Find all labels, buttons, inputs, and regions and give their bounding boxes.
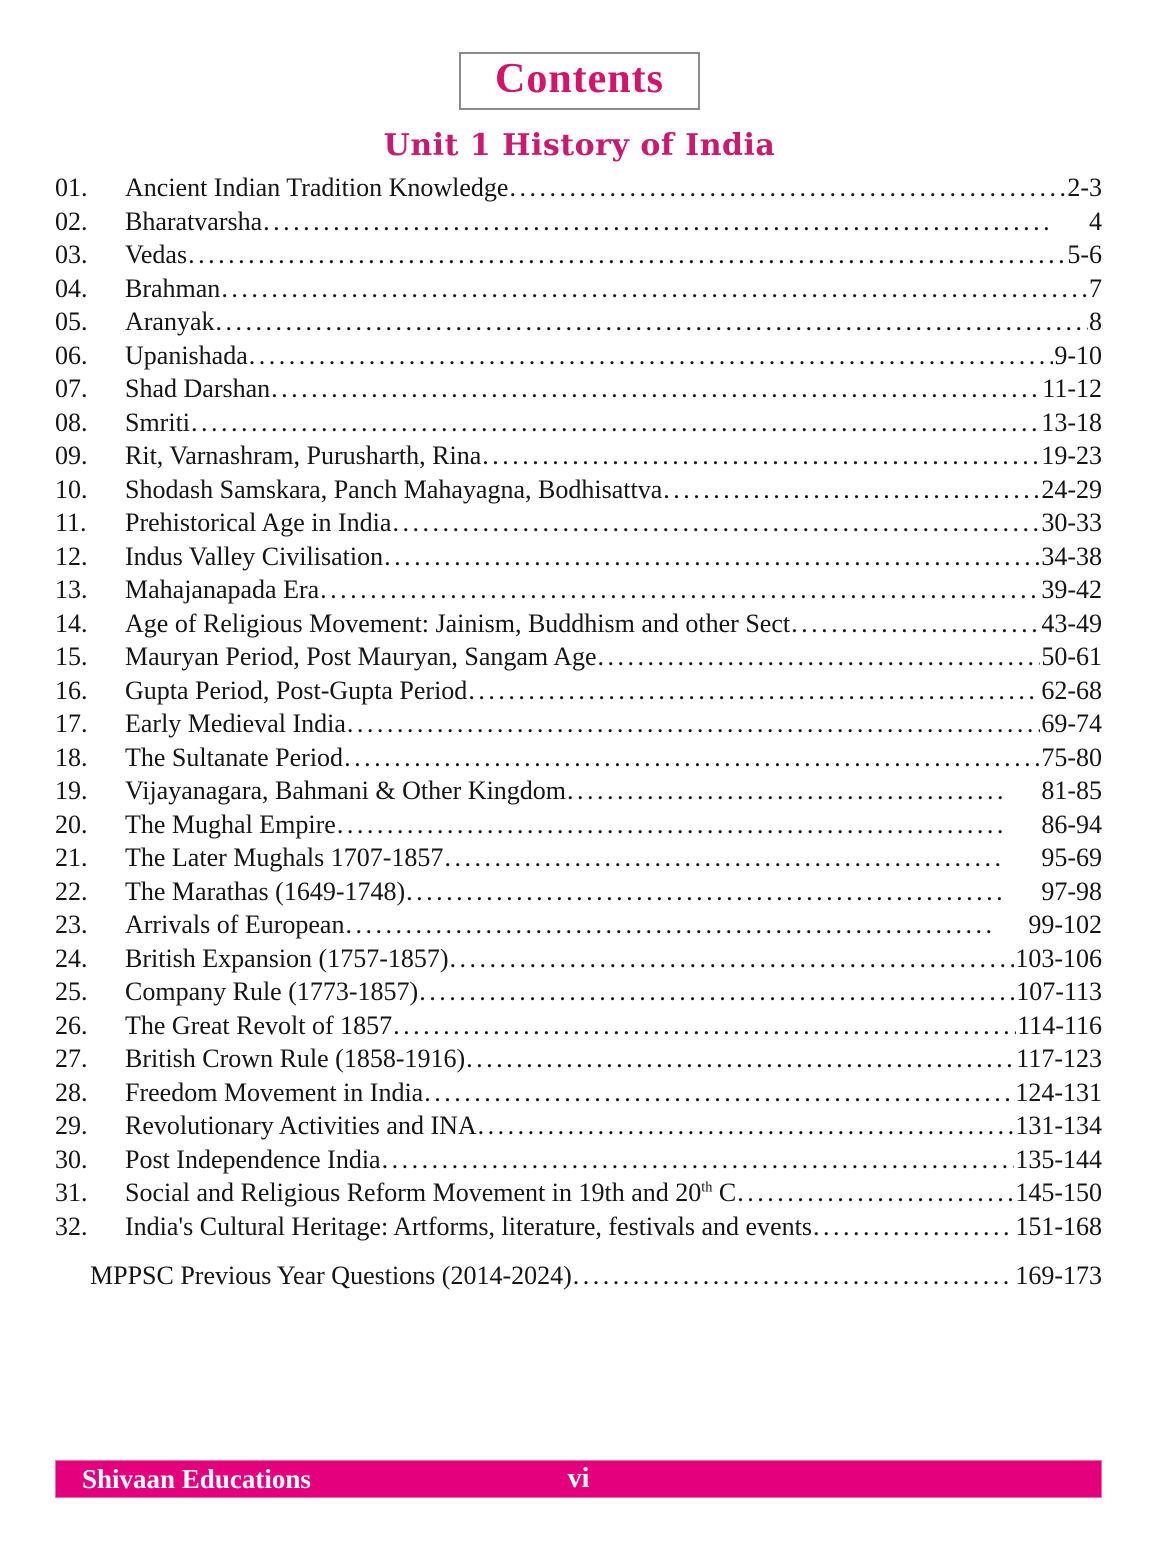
toc-entry-number: 02. <box>55 206 88 236</box>
toc-entry <box>55 1145 1102 1179</box>
toc-entry <box>55 240 1102 274</box>
toc-entry-number: 19. <box>55 776 88 805</box>
toc-entry <box>55 776 1102 810</box>
toc-entry-pages: 30-33 <box>1041 508 1102 537</box>
dot-leader <box>478 1111 1015 1141</box>
toc-entry <box>55 1178 1102 1212</box>
toc-entry-number: 08. <box>55 407 88 437</box>
dot-leader <box>344 743 1040 773</box>
toc-entry-title: Ancient Indian Tradition Knowledge <box>125 173 509 202</box>
toc-entry-pages: 19-23 <box>1041 441 1102 470</box>
toc-entry-pages: 81-85 <box>1041 776 1102 805</box>
toc-entry-pages: 8 <box>1089 307 1102 336</box>
toc-entry <box>55 743 1102 777</box>
toc-entry-title: British Crown Rule (1858-1916) <box>125 1044 466 1073</box>
toc-entry-pages: 43-49 <box>1041 608 1102 638</box>
toc-entry-title: Shodash Samskara, Panch Mahayagna, Bodhisattva <box>125 474 663 504</box>
dot-leader <box>249 341 1054 371</box>
toc-entry-number: 10. <box>55 474 88 504</box>
dot-leader <box>813 1212 1014 1242</box>
toc-entry-pages: 131-134 <box>1015 1111 1102 1140</box>
toc-entry <box>55 307 1102 341</box>
toc-entry-title: Upanishada <box>125 340 248 370</box>
toc-entry-pages: 114-116 <box>1017 1010 1102 1040</box>
toc-entry-title: The Sultanate Period <box>125 742 344 772</box>
dot-leader <box>424 1078 1014 1108</box>
dot-leader <box>345 910 993 940</box>
dot-leader <box>406 877 1006 907</box>
toc-entry-pages: 75-80 <box>1041 742 1102 772</box>
toc-entry <box>55 542 1102 576</box>
toc-entry <box>55 575 1102 609</box>
toc-entry-title: Age of Religious Movement: Jainism, Buddhism and other Sect <box>125 608 791 638</box>
toc-entry-number: 30. <box>55 1144 88 1174</box>
toc-entry-title: Company Rule (1773-1857) <box>125 977 419 1006</box>
toc-entry <box>55 207 1102 241</box>
toc-entry <box>55 944 1102 978</box>
dot-leader <box>392 508 1040 538</box>
toc-entry-pages: 117-123 <box>1016 1044 1102 1073</box>
dot-leader <box>221 274 1088 304</box>
toc-entry-title: Post Independence India <box>125 1144 381 1174</box>
toc-entry <box>55 910 1102 944</box>
toc-entry-title: Mauryan Period, Post Mauryan, Sangam Age <box>125 642 597 671</box>
toc-entry-number: 14. <box>55 608 88 638</box>
dot-leader <box>263 207 1054 237</box>
toc-extra-entry <box>90 1261 1102 1295</box>
toc-entry-number: 03. <box>55 240 88 269</box>
contents-page <box>0 52 1159 1552</box>
toc-entry-pages: 50-61 <box>1041 642 1102 671</box>
toc-entry-title: Mahajanapada Era <box>125 575 320 604</box>
toc-extra-title: MPPSC Previous Year Questions (2014-2024) <box>90 1261 572 1290</box>
toc-list <box>55 173 1102 1245</box>
toc-entry <box>55 1212 1102 1246</box>
toc-entry-number: 28. <box>55 1077 88 1107</box>
dot-leader <box>567 776 1006 806</box>
toc-entry <box>55 877 1102 911</box>
toc-entry-pages: 5-6 <box>1067 240 1102 269</box>
toc-entry-pages: 39-42 <box>1041 575 1102 604</box>
toc-entry <box>55 274 1102 308</box>
dot-leader <box>191 408 1040 438</box>
dot-leader <box>468 676 1040 706</box>
toc-entry-pages: 151-168 <box>1015 1211 1102 1241</box>
toc-entry <box>55 642 1102 676</box>
toc-entry-number: 13. <box>55 575 88 604</box>
dot-leader <box>419 977 1015 1007</box>
toc-entry-number: 31. <box>55 1178 88 1207</box>
footer-page-number: vi <box>567 1463 590 1494</box>
toc-entry <box>55 1044 1102 1078</box>
toc-entry <box>55 1111 1102 1145</box>
toc-entry-number: 11. <box>55 508 87 537</box>
toc-entry-pages: 135-144 <box>1015 1144 1102 1174</box>
dot-leader <box>393 1011 1016 1041</box>
toc-entry-title: Revolutionary Activities and INA <box>125 1111 477 1140</box>
toc-entry-title: Brahman <box>125 273 221 303</box>
toc-entry-pages: 2-3 <box>1067 173 1102 202</box>
toc-entry-number: 29. <box>55 1111 88 1140</box>
toc-entry-pages: 7 <box>1089 273 1102 303</box>
toc-entry-number: 20. <box>55 809 88 839</box>
page-title-box <box>459 52 700 110</box>
toc-entry <box>55 508 1102 542</box>
toc-entry-number: 04. <box>55 273 88 303</box>
toc-entry-number: 27. <box>55 1044 88 1073</box>
toc-entry-number: 09. <box>55 441 88 470</box>
toc-entry-number: 32. <box>55 1211 88 1241</box>
toc-entry-title: Aranyak <box>125 307 215 336</box>
toc-extra-pages: 169-173 <box>1015 1261 1102 1290</box>
toc-entry-title: Gupta Period, Post-Gupta Period <box>125 675 468 705</box>
toc-entry-title: The Later Mughals 1707-1857 <box>125 843 444 872</box>
dot-leader <box>216 307 1088 337</box>
toc-entry-title: Early Medieval India <box>125 709 346 738</box>
dot-leader <box>466 1044 1015 1074</box>
toc-entry-pages: 86-94 <box>1041 809 1102 839</box>
toc-entry-pages: 69-74 <box>1041 709 1102 738</box>
toc-entry-pages: 99-102 <box>1028 910 1102 939</box>
footer-bar <box>55 1460 1102 1498</box>
dot-leader <box>271 374 1041 404</box>
toc-entry-pages: 145-150 <box>1015 1178 1102 1207</box>
toc-entry-number: 23. <box>55 910 88 939</box>
toc-entry <box>55 1011 1102 1045</box>
dot-leader <box>737 1178 1014 1208</box>
dot-leader <box>598 642 1041 672</box>
toc-entry <box>55 1078 1102 1112</box>
toc-entry-title: Vedas <box>125 240 188 269</box>
toc-entry-pages: 95-69 <box>1041 843 1102 872</box>
dot-leader <box>573 1261 1015 1291</box>
toc-entry <box>55 843 1102 877</box>
toc-entry-pages: 11-12 <box>1042 374 1102 403</box>
dot-leader <box>384 542 1040 572</box>
toc-entry <box>55 408 1102 442</box>
toc-entry-pages: 34-38 <box>1041 541 1102 571</box>
toc-entry-number: 24. <box>55 943 88 973</box>
toc-entry-number: 15. <box>55 642 88 671</box>
toc-entry-title: Vijayanagara, Bahmani & Other Kingdom <box>125 776 567 805</box>
toc-entry-pages: 124-131 <box>1015 1077 1102 1107</box>
toc-entry <box>55 676 1102 710</box>
toc-entry-title: Arrivals of European <box>125 910 345 939</box>
toc-entry-pages: 107-113 <box>1016 977 1102 1006</box>
toc-entry <box>55 609 1102 643</box>
toc-entry-pages: 24-29 <box>1041 474 1102 504</box>
toc-entry-number: 25. <box>55 977 88 1006</box>
toc-entry-number: 17. <box>55 709 88 738</box>
toc-entry-pages: 62-68 <box>1041 675 1102 705</box>
toc-entry-title: Shad Darshan <box>125 374 271 403</box>
toc-entry-number: 06. <box>55 340 88 370</box>
toc-entry <box>55 977 1102 1011</box>
toc-entry-title: The Great Revolt of 1857 <box>125 1010 393 1040</box>
toc-entry <box>55 475 1102 509</box>
toc-entry-number: 05. <box>55 307 88 336</box>
toc-entry <box>55 441 1102 475</box>
dot-leader <box>188 240 1066 270</box>
toc-entry-pages: 13-18 <box>1041 407 1102 437</box>
page-title: Contents <box>494 56 664 102</box>
toc-entry-pages: 97-98 <box>1041 876 1102 906</box>
toc-entry-number: 26. <box>55 1010 88 1040</box>
toc-entry-title: Bharatvarsha <box>125 206 263 236</box>
publisher-name: Shivaan Educations <box>82 1463 311 1494</box>
toc-entry-number: 07. <box>55 374 88 403</box>
dot-leader <box>320 575 1040 605</box>
toc-entry-number: 16. <box>55 675 88 705</box>
toc-entry-title: India's Cultural Heritage: Artforms, literature, festivals and events <box>125 1211 812 1241</box>
toc-entry-title: The Mughal Empire <box>125 809 336 839</box>
dot-leader <box>791 609 1040 639</box>
toc-entry-pages: 4 <box>1089 206 1102 236</box>
dot-leader <box>663 475 1040 505</box>
toc-entry-pages: 103-106 <box>1015 943 1102 973</box>
toc-entry-pages: 9-10 <box>1054 340 1102 370</box>
dot-leader <box>444 843 1006 873</box>
toc-entry-title: Prehistorical Age in India <box>125 508 392 537</box>
unit-heading: Unit 1 History of India <box>383 128 776 163</box>
toc-entry <box>55 810 1102 844</box>
dot-leader <box>337 810 1006 840</box>
toc-entry <box>55 374 1102 408</box>
toc-entry-title: Social and Religious Reform Movement in 19th and 20th C <box>125 1178 737 1207</box>
toc-entry-title: The Marathas (1649-1748) <box>125 876 406 906</box>
dot-leader <box>382 1145 1015 1175</box>
dot-leader <box>482 441 1040 471</box>
dot-leader <box>347 709 1040 739</box>
toc-entry-title: British Expansion (1757-1857) <box>125 943 449 973</box>
toc-entry-title: Smriti <box>125 407 191 437</box>
toc-entry-number: 01. <box>55 173 88 202</box>
toc-entry-number: 18. <box>55 742 88 772</box>
toc-entry-number: 12. <box>55 541 88 571</box>
toc-entry <box>55 173 1102 207</box>
dot-leader <box>450 944 1015 974</box>
toc-entry-title: Indus Valley Civilisation <box>125 541 384 571</box>
dot-leader <box>509 173 1066 203</box>
toc-entry-number: 22. <box>55 876 88 906</box>
toc-entry-number: 21. <box>55 843 88 872</box>
toc-entry-title: Rit, Varnashram, Purusharth, Rina <box>125 441 482 470</box>
toc-entry <box>55 709 1102 743</box>
toc-entry-title: Freedom Movement in India <box>125 1077 424 1107</box>
toc-entry <box>55 341 1102 375</box>
